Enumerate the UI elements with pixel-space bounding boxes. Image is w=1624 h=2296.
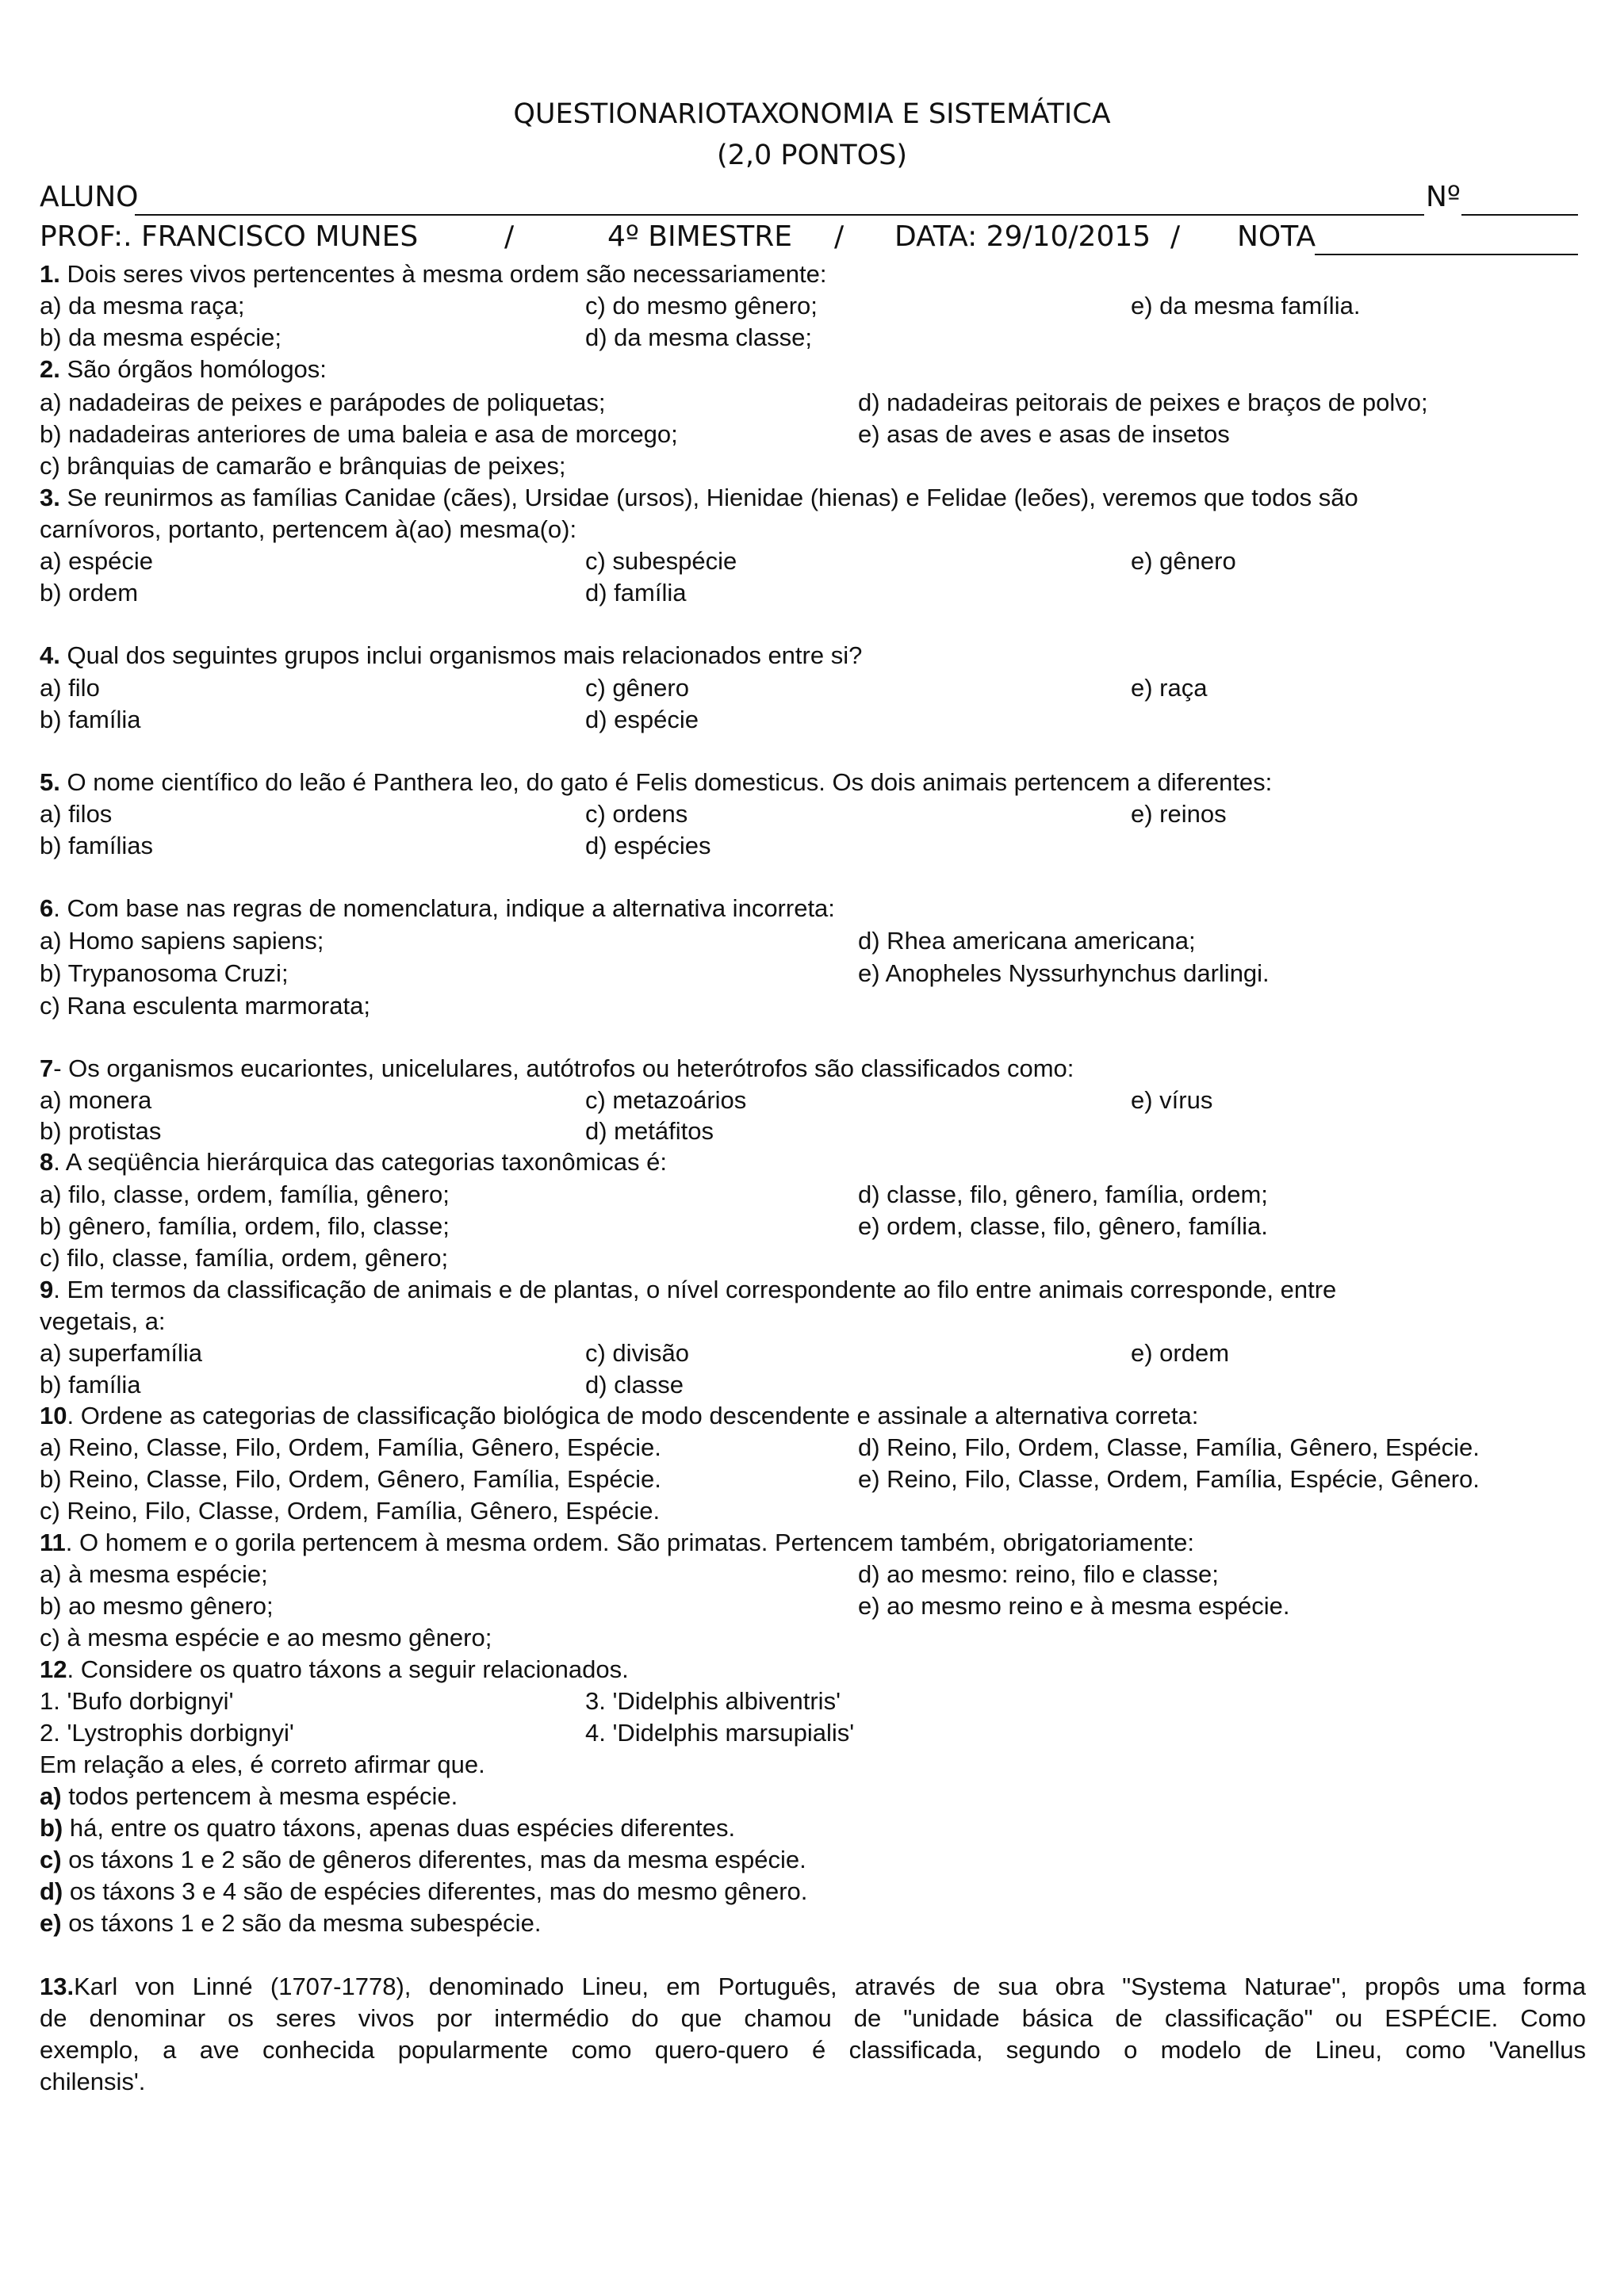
- q6-option-d[interactable]: d) Rhea americana americana;: [858, 927, 1196, 955]
- q12-taxon-3: 3. 'Didelphis albiventris': [585, 1687, 841, 1715]
- q6-option-a[interactable]: a) Homo sapiens sapiens;: [40, 927, 324, 955]
- header-separator: /: [1170, 220, 1181, 253]
- header-separator: /: [834, 220, 845, 253]
- q10-option-e[interactable]: e) Reino, Filo, Classe, Ordem, Família, Espécie, Gênero.: [858, 1465, 1480, 1493]
- exam-title: QUESTIONARIOTAXONOMIA E SISTEMÁTICA: [513, 98, 1111, 130]
- q11-option-d[interactable]: d) ao mesmo: reino, filo e classe;: [858, 1560, 1219, 1588]
- q1-option-b[interactable]: b) da mesma espécie;: [40, 323, 282, 351]
- q10-option-a[interactable]: a) Reino, Classe, Filo, Ordem, Família, Gênero, Espécie.: [40, 1433, 661, 1461]
- q4-option-e[interactable]: e) raça: [1131, 674, 1208, 702]
- question-13-line-2: de denominar os seres vivos por intermédio do que chamou de "unidade básica de classificação" ou ESPÉCIE. Como: [40, 2004, 1586, 2032]
- q12-option-b[interactable]: b) há, entre os quatro táxons, apenas duas espécies diferentes.: [40, 1814, 736, 1842]
- question-6: 6. Com base nas regras de nomenclatura, indique a alternativa incorreta:: [40, 894, 835, 922]
- q8-option-a[interactable]: a) filo, classe, ordem, família, gênero;: [40, 1181, 450, 1208]
- q6-option-b[interactable]: b) Trypanosoma Cruzi;: [40, 959, 289, 987]
- q12-option-e[interactable]: e) os táxons 1 e 2 são da mesma subespécie.: [40, 1909, 542, 1937]
- q12-taxon-4: 4. 'Didelphis marsupialis': [585, 1719, 855, 1747]
- q11-option-a[interactable]: a) à mesma espécie;: [40, 1560, 268, 1588]
- question-3: 3. Se reunirmos as famílias Canidae (cães), Ursidae (ursos), Hienidae (hienas) e Felidae (leões), veremos que todos são: [40, 484, 1358, 511]
- q11-option-c[interactable]: c) à mesma espécie e ao mesmo gênero;: [40, 1624, 492, 1651]
- q12-taxon-2: 2. 'Lystrophis dorbignyi': [40, 1719, 294, 1747]
- question-5: 5. O nome científico do leão é Panthera leo, do gato é Felis domesticus. Os dois animais pertencem a diferentes:: [40, 768, 1273, 796]
- question-13: 13.Karl von Linné (1707-1778), denominado Lineu, em Português, através de sua obra "Systema Naturae", propôs uma forma: [40, 1973, 1586, 2000]
- grade-line[interactable]: [1315, 254, 1578, 255]
- q1-option-c[interactable]: c) do mesmo gênero;: [585, 292, 818, 320]
- q7-option-d[interactable]: d) metáfitos: [585, 1117, 714, 1145]
- q3-option-c[interactable]: c) subespécie: [585, 547, 737, 575]
- q9-option-e[interactable]: e) ordem: [1131, 1339, 1230, 1367]
- q11-option-e[interactable]: e) ao mesmo reino e à mesma espécie.: [858, 1592, 1290, 1620]
- question-11: 11. O homem e o gorila pertencem à mesma ordem. São primatas. Pertencem também, obrigatoriamente:: [40, 1529, 1194, 1556]
- q12-option-d[interactable]: d) os táxons 3 e 4 são de espécies diferentes, mas do mesmo gênero.: [40, 1877, 808, 1905]
- question-9: 9. Em termos da classificação de animais e de plantas, o nível correspondente ao filo entre animais corresponde, entre: [40, 1276, 1337, 1303]
- q5-option-d[interactable]: d) espécies: [585, 832, 711, 859]
- q9-option-a[interactable]: a) superfamília: [40, 1339, 203, 1367]
- q3-option-d[interactable]: d) família: [585, 579, 687, 607]
- q3-option-e[interactable]: e) gênero: [1131, 547, 1236, 575]
- q8-option-c[interactable]: c) filo, classe, família, ordem, gênero;: [40, 1244, 449, 1272]
- question-4: 4. Qual dos seguintes grupos inclui organismos mais relacionados entre si?: [40, 641, 863, 669]
- student-label: ALUNO: [40, 181, 139, 213]
- question-9-cont: vegetais, a:: [40, 1307, 166, 1335]
- q9-option-c[interactable]: c) divisão: [585, 1339, 689, 1367]
- q10-option-c[interactable]: c) Reino, Filo, Classe, Ordem, Família, Gênero, Espécie.: [40, 1497, 661, 1525]
- grade-label: NOTA: [1237, 220, 1316, 253]
- question-1: 1. Dois seres vivos pertencentes à mesma ordem são necessariamente:: [40, 260, 827, 288]
- q10-option-d[interactable]: d) Reino, Filo, Ordem, Classe, Família, Gênero, Espécie.: [858, 1433, 1480, 1461]
- q7-option-c[interactable]: c) metazoários: [585, 1086, 747, 1114]
- q3-option-b[interactable]: b) ordem: [40, 579, 139, 607]
- q2-option-c[interactable]: c) brânquias de camarão e brânquias de peixes;: [40, 452, 566, 480]
- q12-option-a[interactable]: a) todos pertencem à mesma espécie.: [40, 1782, 458, 1810]
- question-13-line-3: exemplo, a ave conhecida popularmente como quero-quero é classificada, segundo o modelo de Lineu, como 'Vanellus: [40, 2036, 1586, 2064]
- question-8: 8. A seqüência hierárquica das categorias taxonômicas é:: [40, 1148, 667, 1176]
- student-name-line[interactable]: [135, 214, 1424, 216]
- q9-option-b[interactable]: b) família: [40, 1371, 141, 1399]
- q1-option-d[interactable]: d) da mesma classe;: [585, 323, 812, 351]
- question-10: 10. Ordene as categorias de classificação biológica de modo descendente e assinale a alternativa correta:: [40, 1402, 1199, 1429]
- q12-stem: Em relação a eles, é correto afirmar que.: [40, 1751, 485, 1778]
- q1-option-e[interactable]: e) da mesma família.: [1131, 292, 1361, 320]
- q10-option-b[interactable]: b) Reino, Classe, Filo, Ordem, Gênero, Família, Espécie.: [40, 1465, 661, 1493]
- q11-option-b[interactable]: b) ao mesmo gênero;: [40, 1592, 274, 1620]
- q12-taxon-1: 1. 'Bufo dorbignyi': [40, 1687, 234, 1715]
- q2-option-e[interactable]: e) asas de aves e asas de insetos: [858, 420, 1230, 448]
- q1-option-a[interactable]: a) da mesma raça;: [40, 292, 245, 320]
- q4-option-b[interactable]: b) família: [40, 706, 141, 733]
- q5-option-e[interactable]: e) reinos: [1131, 800, 1227, 828]
- exam-points: (2,0 PONTOS): [716, 140, 908, 171]
- q4-option-c[interactable]: c) gênero: [585, 674, 689, 702]
- q7-option-b[interactable]: b) protistas: [40, 1117, 162, 1145]
- q6-option-c[interactable]: c) Rana esculenta marmorata;: [40, 992, 370, 1020]
- q7-option-a[interactable]: a) monera: [40, 1086, 152, 1114]
- question-7: 7- Os organismos eucariontes, unicelulares, autótrofos ou heterótrofos são classificados como:: [40, 1054, 1074, 1082]
- number-label: Nº: [1426, 181, 1461, 213]
- q9-option-d[interactable]: d) classe: [585, 1371, 684, 1399]
- q5-option-a[interactable]: a) filos: [40, 800, 113, 828]
- question-12: 12. Considere os quatro táxons a seguir relacionados.: [40, 1655, 629, 1683]
- exam-date: DATA: 29/10/2015: [894, 220, 1151, 253]
- q2-option-d[interactable]: d) nadadeiras peitorais de peixes e braços de polvo;: [858, 388, 1428, 416]
- q7-option-e[interactable]: e) vírus: [1131, 1086, 1213, 1114]
- q5-option-b[interactable]: b) famílias: [40, 832, 153, 859]
- q12-option-c[interactable]: c) os táxons 1 e 2 são de gêneros diferentes, mas da mesma espécie.: [40, 1846, 806, 1873]
- q8-option-b[interactable]: b) gênero, família, ordem, filo, classe;: [40, 1212, 450, 1240]
- q2-option-a[interactable]: a) nadadeiras de peixes e parápodes de poliquetas;: [40, 388, 606, 416]
- q2-option-b[interactable]: b) nadadeiras anteriores de uma baleia e asa de morcego;: [40, 420, 678, 448]
- bimester: 4º BIMESTRE: [607, 220, 793, 253]
- number-line[interactable]: [1461, 214, 1578, 216]
- question-3-cont: carnívoros, portanto, pertencem à(ao) mesma(o):: [40, 515, 577, 543]
- q5-option-c[interactable]: c) ordens: [585, 800, 688, 828]
- question-2: 2. São órgãos homólogos:: [40, 355, 327, 383]
- question-13-line-4: chilensis'.: [40, 2068, 146, 2095]
- teacher-name: PROF:. FRANCISCO MUNES: [40, 220, 419, 253]
- header-separator: /: [504, 220, 515, 253]
- q4-option-d[interactable]: d) espécie: [585, 706, 699, 733]
- q3-option-a[interactable]: a) espécie: [40, 547, 154, 575]
- q8-option-d[interactable]: d) classe, filo, gênero, família, ordem;: [858, 1181, 1268, 1208]
- q6-option-e[interactable]: e) Anopheles Nyssurhynchus darlingi.: [858, 959, 1270, 987]
- q4-option-a[interactable]: a) filo: [40, 674, 100, 702]
- q8-option-e[interactable]: e) ordem, classe, filo, gênero, família.: [858, 1212, 1268, 1240]
